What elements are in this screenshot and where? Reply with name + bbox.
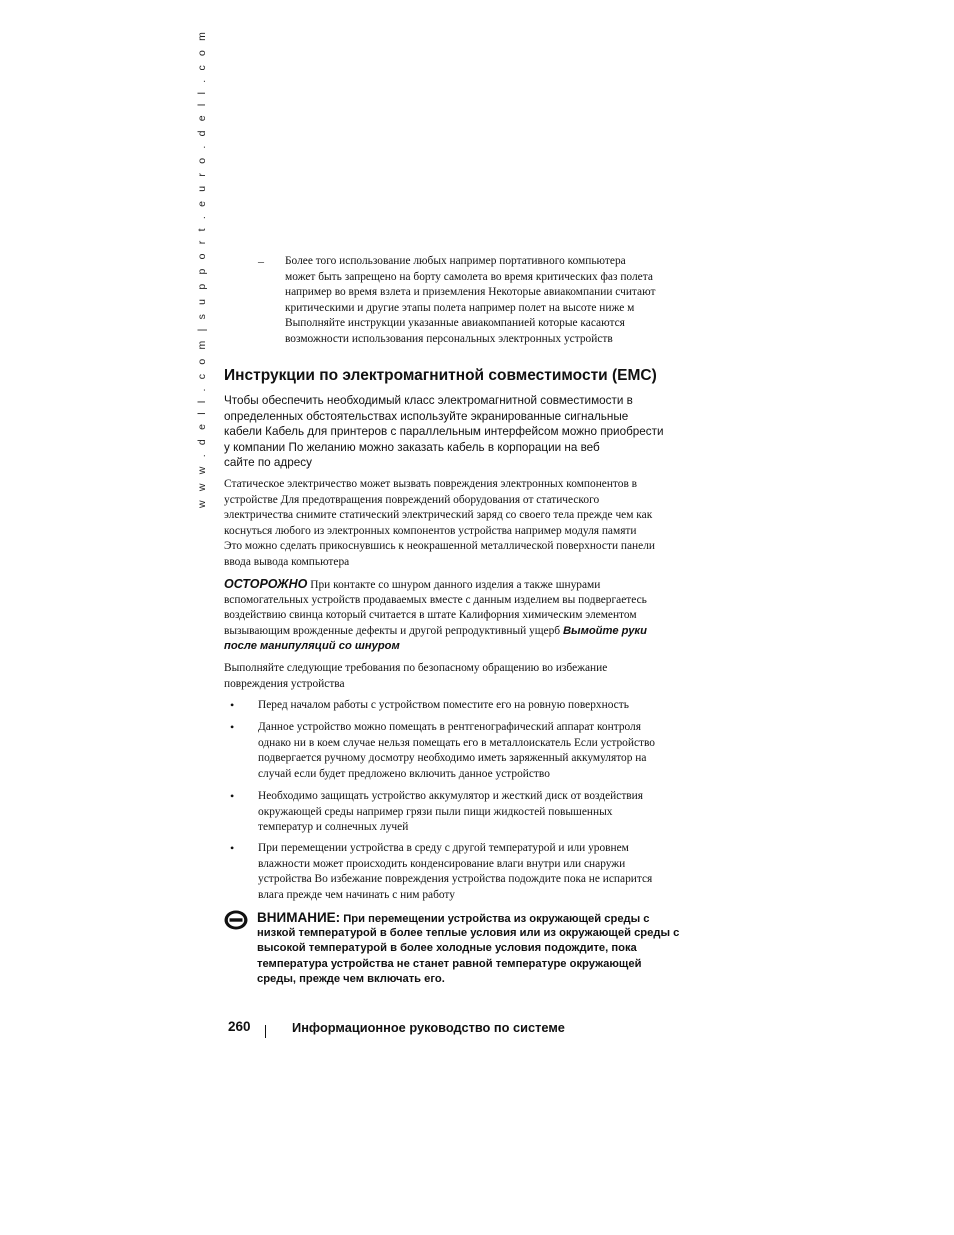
notice-line: При перемещении устройства из окружающей среды с — [340, 913, 650, 925]
text-line: например во время взлета и приземления Некоторые авиакомпании считают — [285, 286, 656, 299]
text-line — [224, 577, 704, 593]
text-line: критическими и другие этапы полета например полет на высоте ниже м — [285, 301, 635, 314]
text-line: Данное устройство можно помещать в рентгенографический аппарат контроля — [258, 721, 641, 733]
text-line: электричества снимите статический электрический заряд со своего тела прежде чем как — [224, 509, 653, 522]
text-line: высокой температурой в более холодные условия подождите, пока — [257, 942, 637, 955]
text-line: Выполняйте следующие требования по безопасному обращению во избежание — [224, 662, 608, 674]
caution-label: ОСТОРОЖНО — [224, 577, 308, 591]
text-line: температур и солнечных лучей — [258, 821, 409, 834]
text-line: сайте по адресу — [224, 456, 312, 470]
text-line: влага прежде чем начинать с ним работу — [258, 888, 455, 901]
emc-paragraph — [224, 393, 704, 471]
text-line: При перемещении устройства в среду с другой температурой и или уровнем — [258, 842, 629, 854]
text-line: среды, прежде чем включать его. — [257, 973, 445, 986]
text-line: может быть запрещено на борту самолета во время критических фаз полета — [285, 270, 653, 283]
caution-text: При контакте со шнуром данного изделия а также шнурами — [307, 579, 601, 591]
text-line: Это можно сделать прикоснувшись к неокрашенной металлической поверхности панели — [224, 540, 655, 553]
caution-warning-bold: после манипуляций со шнуром — [224, 640, 400, 653]
text-line — [224, 639, 704, 655]
text-line: определенных обстоятельствах используйте экранированные сигнальные — [224, 409, 629, 423]
bullet-dot: • — [230, 698, 235, 712]
text-line: повреждения устройства — [224, 677, 345, 690]
footer-title: Информационное руководство по системе — [292, 1020, 565, 1035]
dash-bullet: – — [258, 254, 264, 268]
dash-item-text — [285, 254, 705, 348]
text-line: у компании По желанию можно заказать кабель в корпорации на веб — [224, 440, 600, 454]
text-line: вспомогательных устройств продаваемых вместе с данным изделием вы подвергаетесь — [224, 593, 647, 606]
caution-paragraph — [224, 577, 704, 655]
text-line: воздействию свинца который считается в штате Калифорния химическим элементом — [224, 609, 637, 622]
text-line — [224, 624, 704, 640]
text-line: Статическое электричество может вызвать повреждения электронных компонентов в — [224, 478, 638, 490]
text-line: Выполняйте инструкции указанные авиакомпанией которые касаются — [285, 317, 625, 330]
text-line: Необходимо защищать устройство аккумулятор и жесткий диск от воздействия — [258, 790, 644, 802]
list-item-text — [258, 720, 655, 782]
bullet-dot: • — [230, 789, 235, 803]
page-number: 260 — [228, 1019, 251, 1034]
requirements-intro — [224, 661, 704, 692]
text-line: однако ни в коем случае нельзя помещать его в металлоискатель Если устройство — [258, 736, 655, 749]
list-item-text — [258, 698, 629, 714]
text-line: устройства Во избежание повреждения устройства подождите пока не испарится — [258, 873, 653, 886]
text-line: возможности использования персональных электронных устройств — [285, 332, 613, 345]
bullet-dot: • — [230, 841, 235, 855]
text-line: Чтобы обеспечить необходимый класс электромагнитной совместимости в — [224, 394, 633, 407]
side-url: w w w . d e l l . c o m | s u p p o r t . e u r o . d e l l . c o m — [196, 28, 208, 508]
text-line — [257, 910, 679, 926]
text-line: влажности может происходить конденсирование влаги внутри или снаружи — [258, 857, 626, 870]
caution-text: вызывающим врожденные дефекты и другой репродуктивный ущерб — [224, 624, 563, 637]
section-heading: Инструкции по электромагнитной совместимости (EMC) — [224, 367, 657, 384]
text-line: устройстве Для предотвращения повреждений оборудования от статического — [224, 493, 600, 506]
notice-text — [257, 910, 679, 988]
list-item-text — [258, 841, 652, 903]
list-item-text — [258, 789, 643, 836]
text-line: Более того использование любых например портативного компьютера — [285, 255, 626, 267]
notice-icon — [224, 910, 248, 930]
text-line: Перед началом работы с устройством поместите его на ровную поверхность — [258, 699, 629, 711]
text-line: кабели Кабель для принтеров с параллельным интерфейсом можно приобрести — [224, 425, 664, 439]
text-line: случай если будет предложено включить данное устройство — [258, 767, 550, 780]
text-line: низкой температурой в более теплые условия или из окружающей среды с — [257, 926, 680, 939]
footer-separator — [265, 1025, 266, 1038]
notice-label: ВНИМАНИЕ: — [257, 910, 341, 925]
text-line: температура устройства не станет равной температуре окружающей — [257, 957, 642, 970]
text-line: коснуться любого из электронных компонентов устройства например модуля памяти — [224, 524, 637, 537]
text-line: ввода вывода компьютера — [224, 555, 350, 568]
bullet-dot: • — [230, 720, 235, 734]
caution-warning-bold: Вымойте руки — [562, 624, 647, 637]
static-paragraph — [224, 477, 704, 571]
text-line: подвергается ручному досмотру необходимо иметь заряженный аккумулятор на — [258, 752, 647, 765]
text-line: окружающей среды например грязи пыли пищи жидкостей повышенных — [258, 805, 613, 818]
